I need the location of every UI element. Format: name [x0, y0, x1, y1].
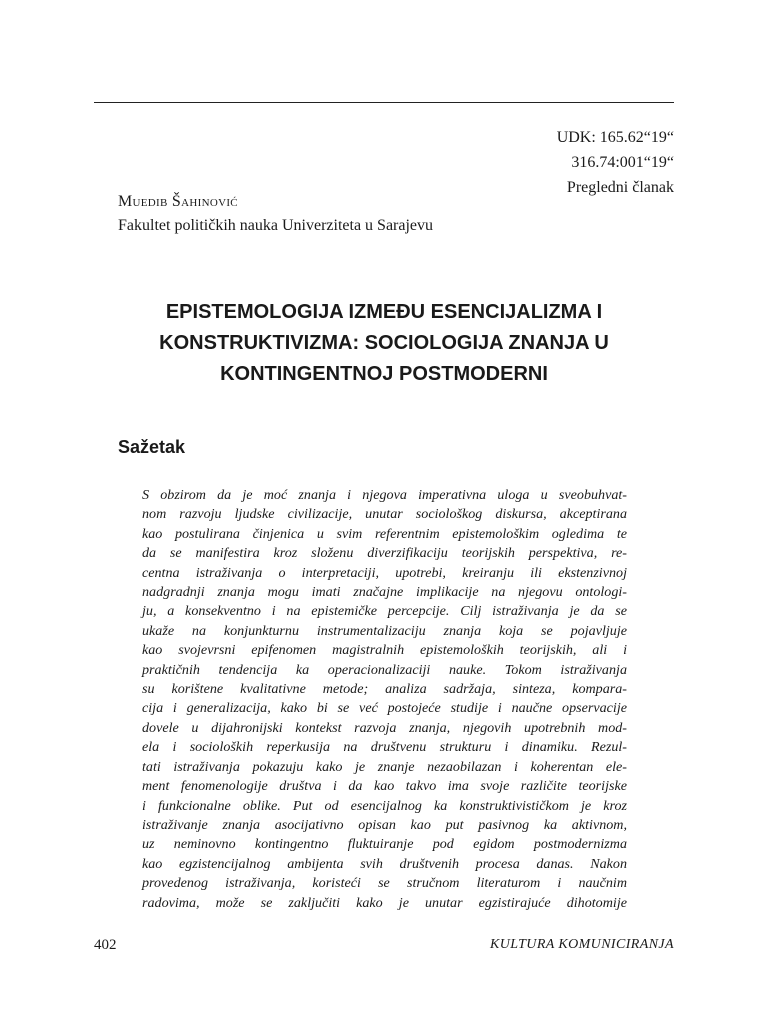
article-title: [94, 297, 674, 390]
article-type: Pregledni članak: [566, 179, 674, 196]
abstract-line: da se manifestira kroz složenu diverzifikaciju teorijskih perspektiva, re-: [142, 545, 627, 562]
abstract-line: ment fenomenologije društva i da kao takvo ima svoje različite teorijske: [142, 778, 627, 795]
abstract-heading: Sažetak: [118, 437, 186, 457]
udk-code-1: UDK: 165.62“19“: [556, 129, 674, 146]
page-number: 402: [94, 937, 117, 953]
abstract-line: tati istraživanja pokazuju kako je znanje nezaobilazan i koherentan ele-: [142, 758, 627, 775]
author-name: Muedib Šahinović: [118, 193, 238, 210]
abstract-line: istraživanje znanja asocijativno opisan kao put pasivnog ka aktivnom,: [142, 816, 627, 833]
header-rule: [94, 102, 674, 103]
abstract-line: nom razvoju ljudske civilizacije, unutar sociološkog diskursa, akceptirana: [142, 506, 627, 523]
abstract-line: uz neminovno kontingentno fluktuiranje pod egidom postmodernizma: [142, 836, 627, 853]
abstract-line: kao postulirana činjenica u svim referentnim epistemološkim ogledima te: [142, 525, 627, 542]
abstract-line: S obzirom da je moć znanja i njegova imperativna uloga u sveobuhvat-: [142, 487, 627, 503]
abstract-line: i funkcionalne oblike. Put od esencijalnog ka konstruktivističkom je kroz: [142, 797, 627, 814]
abstract-line: praktičnih tendencija ka operacionalizaciji nauke. Tokom istraživanja: [142, 661, 627, 678]
author-block: [118, 190, 433, 238]
abstract-line: cija i generalizacija, kako bi se već postojeće studije i naučne opservacije: [142, 700, 627, 717]
abstract-line: kao egzistencijalnog ambijenta svih društvenih procesa danas. Nakon: [142, 855, 627, 872]
abstract-body: [142, 486, 627, 913]
abstract-line: ju, a konsekventno i na epistemičke percepcije. Cilj istraživanja je da se: [142, 603, 627, 620]
abstract-line: provedenog istraživanja, koristeći se stručnom literaturom i naučnim: [142, 875, 627, 892]
abstract-line: nadgradnji znanja mogu imati značajne implikacije na njegovu ontologi-: [142, 584, 627, 601]
author-affiliation: Fakultet političkih nauka Univerziteta u Sarajevu: [118, 217, 434, 234]
abstract-line: dovele u dijahronijski kontekst razvoja znanja, njegovih upotrebnih mod-: [142, 719, 627, 736]
abstract-line: su korištene kvalitativne metode; analiza sadržaja, sinteza, kompara-: [142, 681, 627, 698]
abstract-line: centna istraživanja o interpretaciji, upotrebi, kreiranju ili ekstenzivnoj: [142, 564, 627, 581]
abstract-line: radovima, može se zaključiti kako je unutar egzistirajuće dihotomije: [142, 894, 627, 911]
abstract-line: ukaže na konjunkturnu instrumentalizaciju znanja koja se pojavljuje: [142, 622, 627, 639]
title-line: KONTINGENTNOJ POSTMODERNI: [220, 363, 548, 385]
title-line: KONSTRUKTIVIZMA: SOCIOLOGIJA ZNANJA U: [159, 332, 609, 354]
journal-name: KULTURA KOMUNICIRANJA: [489, 937, 674, 952]
abstract-line: ela i socioloških reperkusija na društvenu strukturu i dinamiku. Rezul-: [142, 739, 627, 756]
udk-block: [557, 125, 674, 200]
abstract-line: kao svojevrsni epifenomen magistralnih epistemoloških teorijskih, ali i: [142, 642, 627, 659]
title-line: EPISTEMOLOGIJA IZMEĐU ESENCIJALIZMA I: [165, 301, 603, 323]
udk-code-2: 316.74:001“19“: [571, 154, 674, 171]
